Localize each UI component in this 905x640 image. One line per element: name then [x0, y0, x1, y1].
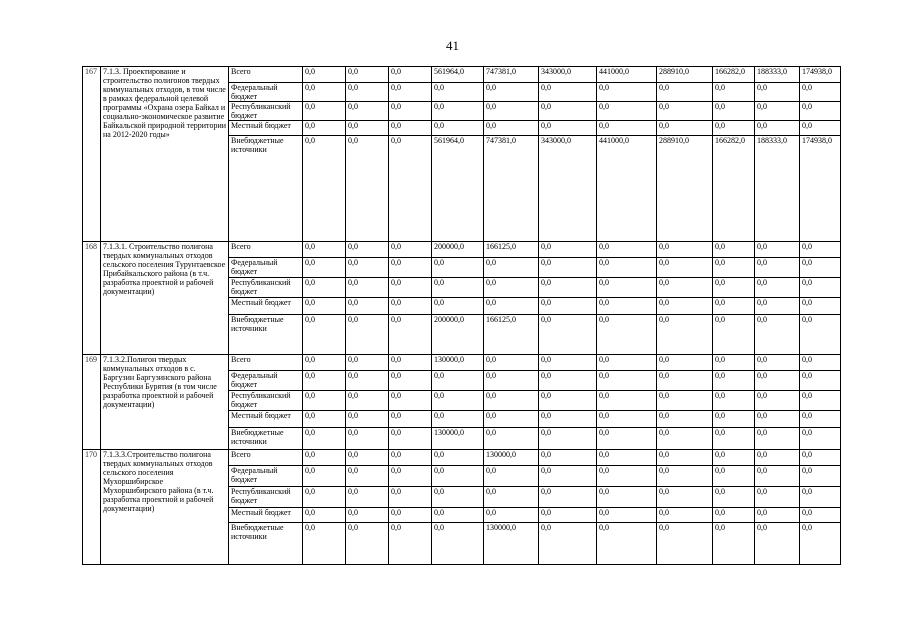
value-cell: 0,0 — [657, 428, 713, 450]
value-cell: 0,0 — [539, 298, 597, 315]
value-cell: 0,0 — [389, 67, 432, 83]
value-cell: 0,0 — [389, 242, 432, 258]
value-cell: 174938,0 — [800, 67, 841, 83]
value-cell: 0,0 — [484, 466, 539, 487]
value-cell: 130000,0 — [432, 355, 484, 371]
value-cell: 0,0 — [303, 102, 346, 121]
value-cell: 0,0 — [597, 298, 657, 315]
funding-source-label: Внебюджетные источники — [229, 523, 303, 565]
value-cell: 0,0 — [597, 83, 657, 102]
value-cell: 0,0 — [303, 508, 346, 523]
value-cell: 0,0 — [303, 428, 346, 450]
value-cell: 0,0 — [432, 258, 484, 278]
value-cell: 0,0 — [432, 391, 484, 411]
value-cell: 166125,0 — [484, 242, 539, 258]
funding-source-label: Местный бюджет — [229, 508, 303, 523]
value-cell: 0,0 — [346, 391, 389, 411]
value-cell: 0,0 — [713, 411, 755, 428]
row-number: 168 — [83, 242, 101, 355]
funding-source-label: Федеральный бюджет — [229, 466, 303, 487]
value-cell: 0,0 — [597, 242, 657, 258]
value-cell: 0,0 — [800, 298, 841, 315]
value-cell: 200000,0 — [432, 315, 484, 355]
value-cell: 188333,0 — [755, 67, 800, 83]
table-row — [83, 450, 841, 466]
value-cell: 0,0 — [389, 371, 432, 391]
value-cell: 0,0 — [597, 428, 657, 450]
value-cell: 0,0 — [484, 371, 539, 391]
funding-source-label: Всего — [229, 242, 303, 258]
value-cell: 0,0 — [539, 355, 597, 371]
value-cell: 0,0 — [432, 508, 484, 523]
value-cell: 0,0 — [800, 523, 841, 565]
value-cell: 0,0 — [800, 508, 841, 523]
value-cell: 0,0 — [657, 523, 713, 565]
value-cell: 0,0 — [657, 83, 713, 102]
value-cell: 747381,0 — [484, 67, 539, 83]
funding-source-label: Республиканский бюджет — [229, 487, 303, 508]
value-cell: 0,0 — [303, 391, 346, 411]
value-cell: 0,0 — [389, 391, 432, 411]
value-cell: 0,0 — [303, 371, 346, 391]
value-cell: 0,0 — [539, 258, 597, 278]
value-cell: 0,0 — [800, 428, 841, 450]
value-cell: 0,0 — [713, 487, 755, 508]
value-cell: 0,0 — [800, 242, 841, 258]
budget-table — [82, 66, 841, 565]
funding-source-label: Внебюджетные источники — [229, 136, 303, 242]
value-cell: 0,0 — [800, 102, 841, 121]
value-cell: 0,0 — [657, 450, 713, 466]
value-cell: 0,0 — [755, 411, 800, 428]
value-cell: 0,0 — [800, 83, 841, 102]
value-cell: 0,0 — [432, 466, 484, 487]
value-cell: 0,0 — [755, 258, 800, 278]
value-cell: 0,0 — [657, 315, 713, 355]
value-cell: 0,0 — [484, 121, 539, 136]
value-cell: 0,0 — [597, 450, 657, 466]
value-cell: 0,0 — [346, 466, 389, 487]
value-cell: 130000,0 — [484, 523, 539, 565]
value-cell: 0,0 — [346, 83, 389, 102]
value-cell: 343000,0 — [539, 67, 597, 83]
value-cell: 0,0 — [755, 298, 800, 315]
value-cell: 0,0 — [755, 523, 800, 565]
value-cell: 0,0 — [657, 371, 713, 391]
measure-name: 7.1.3. Проектирование и строительство полигонов твердых коммунальных отходов, в том числе в рамках федеральной целевой программы «Охрана озера Байкал и социально-экономическое развитие Байкальской природной территории на 2012-2020 годы» — [101, 67, 229, 242]
value-cell: 0,0 — [657, 121, 713, 136]
value-cell: 0,0 — [800, 411, 841, 428]
value-cell: 561964,0 — [432, 136, 484, 242]
value-cell: 0,0 — [755, 428, 800, 450]
funding-source-label: Республиканский бюджет — [229, 278, 303, 298]
value-cell: 0,0 — [597, 315, 657, 355]
value-cell: 0,0 — [713, 371, 755, 391]
table-row — [83, 67, 841, 83]
value-cell: 0,0 — [389, 136, 432, 242]
value-cell: 0,0 — [484, 487, 539, 508]
value-cell: 0,0 — [389, 102, 432, 121]
value-cell: 0,0 — [346, 523, 389, 565]
value-cell: 0,0 — [539, 391, 597, 411]
measure-name: 7.1.3.1. Строительство полигона твердых коммунальных отходов сельского поселения Турунтаевское Прибайкальского района (в т.ч. разработка проектной и рабочей документации) — [101, 242, 229, 355]
value-cell: 130000,0 — [432, 428, 484, 450]
value-cell: 0,0 — [539, 450, 597, 466]
value-cell: 0,0 — [800, 258, 841, 278]
value-cell: 0,0 — [389, 466, 432, 487]
value-cell: 0,0 — [539, 508, 597, 523]
value-cell: 0,0 — [432, 298, 484, 315]
value-cell: 288910,0 — [657, 136, 713, 242]
value-cell: 0,0 — [800, 391, 841, 411]
value-cell: 0,0 — [346, 102, 389, 121]
funding-source-label: Всего — [229, 450, 303, 466]
value-cell: 0,0 — [539, 121, 597, 136]
value-cell: 130000,0 — [484, 450, 539, 466]
value-cell: 0,0 — [657, 487, 713, 508]
value-cell: 0,0 — [389, 83, 432, 102]
value-cell: 0,0 — [597, 411, 657, 428]
funding-source-label: Местный бюджет — [229, 121, 303, 136]
value-cell: 0,0 — [389, 428, 432, 450]
value-cell: 0,0 — [389, 523, 432, 565]
value-cell: 0,0 — [432, 278, 484, 298]
value-cell: 0,0 — [755, 315, 800, 355]
value-cell: 0,0 — [432, 523, 484, 565]
value-cell: 0,0 — [800, 466, 841, 487]
value-cell: 0,0 — [303, 355, 346, 371]
value-cell: 0,0 — [346, 315, 389, 355]
funding-source-label: Республиканский бюджет — [229, 102, 303, 121]
funding-source-label: Федеральный бюджет — [229, 83, 303, 102]
value-cell: 0,0 — [800, 371, 841, 391]
value-cell: 0,0 — [713, 355, 755, 371]
value-cell: 0,0 — [389, 298, 432, 315]
value-cell: 0,0 — [346, 450, 389, 466]
value-cell: 0,0 — [597, 121, 657, 136]
value-cell: 0,0 — [539, 278, 597, 298]
value-cell: 0,0 — [755, 355, 800, 371]
value-cell: 0,0 — [346, 136, 389, 242]
value-cell: 0,0 — [755, 487, 800, 508]
funding-source-label: Внебюджетные источники — [229, 428, 303, 450]
value-cell: 0,0 — [657, 355, 713, 371]
page-number: 41 — [446, 38, 459, 53]
value-cell: 0,0 — [597, 508, 657, 523]
value-cell: 0,0 — [597, 102, 657, 121]
value-cell: 0,0 — [303, 411, 346, 428]
value-cell: 174938,0 — [800, 136, 841, 242]
row-number: 169 — [83, 355, 101, 450]
value-cell: 0,0 — [597, 258, 657, 278]
value-cell: 0,0 — [713, 315, 755, 355]
value-cell: 0,0 — [597, 355, 657, 371]
value-cell: 0,0 — [713, 102, 755, 121]
row-number: 167 — [83, 67, 101, 242]
value-cell: 0,0 — [303, 298, 346, 315]
value-cell: 0,0 — [713, 428, 755, 450]
value-cell: 0,0 — [484, 428, 539, 450]
value-cell: 0,0 — [539, 315, 597, 355]
value-cell: 200000,0 — [432, 242, 484, 258]
funding-source-label: Всего — [229, 67, 303, 83]
value-cell: 0,0 — [713, 121, 755, 136]
value-cell: 0,0 — [800, 315, 841, 355]
row-number: 170 — [83, 450, 101, 565]
value-cell: 0,0 — [346, 121, 389, 136]
value-cell: 166125,0 — [484, 315, 539, 355]
value-cell: 0,0 — [657, 242, 713, 258]
value-cell: 0,0 — [346, 371, 389, 391]
value-cell: 0,0 — [713, 508, 755, 523]
value-cell: 0,0 — [597, 487, 657, 508]
value-cell: 0,0 — [346, 411, 389, 428]
value-cell: 0,0 — [484, 102, 539, 121]
value-cell: 0,0 — [346, 428, 389, 450]
funding-source-label: Республиканский бюджет — [229, 391, 303, 411]
value-cell: 0,0 — [432, 450, 484, 466]
value-cell: 0,0 — [539, 411, 597, 428]
value-cell: 0,0 — [484, 83, 539, 102]
value-cell: 0,0 — [389, 258, 432, 278]
value-cell: 0,0 — [303, 121, 346, 136]
value-cell: 0,0 — [303, 67, 346, 83]
value-cell: 0,0 — [657, 102, 713, 121]
value-cell: 0,0 — [432, 102, 484, 121]
value-cell: 0,0 — [657, 258, 713, 278]
value-cell: 0,0 — [755, 278, 800, 298]
value-cell: 0,0 — [389, 278, 432, 298]
value-cell: 0,0 — [303, 450, 346, 466]
value-cell: 0,0 — [539, 523, 597, 565]
value-cell: 0,0 — [303, 258, 346, 278]
value-cell: 561964,0 — [432, 67, 484, 83]
funding-source-label: Федеральный бюджет — [229, 371, 303, 391]
value-cell: 0,0 — [657, 508, 713, 523]
value-cell: 0,0 — [346, 258, 389, 278]
value-cell: 0,0 — [484, 258, 539, 278]
value-cell: 0,0 — [346, 508, 389, 523]
funding-source-label: Федеральный бюджет — [229, 258, 303, 278]
value-cell: 0,0 — [303, 315, 346, 355]
value-cell: 0,0 — [713, 523, 755, 565]
value-cell: 0,0 — [539, 466, 597, 487]
value-cell: 0,0 — [597, 523, 657, 565]
value-cell: 0,0 — [539, 83, 597, 102]
value-cell: 0,0 — [539, 242, 597, 258]
value-cell: 0,0 — [484, 278, 539, 298]
value-cell: 0,0 — [484, 355, 539, 371]
measure-name: 7.1.3.2.Полигон твердых коммунальных отходов в с. Баргузин Баргузинского района Республики Бурятия (в том числе разработка проектной и рабочей документации) — [101, 355, 229, 450]
value-cell: 0,0 — [800, 487, 841, 508]
value-cell: 0,0 — [303, 523, 346, 565]
value-cell: 0,0 — [755, 466, 800, 487]
value-cell: 0,0 — [800, 278, 841, 298]
value-cell: 0,0 — [713, 242, 755, 258]
value-cell: 441000,0 — [597, 67, 657, 83]
value-cell: 0,0 — [755, 371, 800, 391]
value-cell: 0,0 — [484, 298, 539, 315]
value-cell: 0,0 — [597, 371, 657, 391]
value-cell: 0,0 — [755, 242, 800, 258]
value-cell: 0,0 — [346, 298, 389, 315]
value-cell: 0,0 — [755, 508, 800, 523]
value-cell: 0,0 — [389, 411, 432, 428]
value-cell: 0,0 — [389, 508, 432, 523]
value-cell: 0,0 — [432, 121, 484, 136]
value-cell: 0,0 — [303, 136, 346, 242]
value-cell: 0,0 — [755, 450, 800, 466]
value-cell: 0,0 — [346, 242, 389, 258]
value-cell: 0,0 — [432, 411, 484, 428]
value-cell: 0,0 — [657, 298, 713, 315]
value-cell: 0,0 — [755, 121, 800, 136]
value-cell: 0,0 — [755, 83, 800, 102]
value-cell: 0,0 — [800, 121, 841, 136]
funding-source-label: Местный бюджет — [229, 298, 303, 315]
value-cell: 0,0 — [389, 487, 432, 508]
value-cell: 0,0 — [303, 242, 346, 258]
value-cell: 0,0 — [303, 83, 346, 102]
value-cell: 0,0 — [713, 466, 755, 487]
value-cell: 0,0 — [346, 278, 389, 298]
value-cell: 441000,0 — [597, 136, 657, 242]
value-cell: 0,0 — [389, 355, 432, 371]
value-cell: 288910,0 — [657, 67, 713, 83]
value-cell: 0,0 — [800, 355, 841, 371]
value-cell: 747381,0 — [484, 136, 539, 242]
value-cell: 0,0 — [597, 278, 657, 298]
value-cell: 0,0 — [755, 391, 800, 411]
value-cell: 0,0 — [713, 298, 755, 315]
value-cell: 0,0 — [346, 487, 389, 508]
table-row — [83, 242, 841, 258]
value-cell: 0,0 — [432, 487, 484, 508]
value-cell: 0,0 — [484, 391, 539, 411]
value-cell: 0,0 — [303, 487, 346, 508]
value-cell: 0,0 — [539, 371, 597, 391]
funding-source-label: Внебюджетные источники — [229, 315, 303, 355]
value-cell: 0,0 — [389, 315, 432, 355]
value-cell: 0,0 — [713, 278, 755, 298]
value-cell: 0,0 — [713, 450, 755, 466]
funding-source-label: Всего — [229, 355, 303, 371]
value-cell: 0,0 — [389, 121, 432, 136]
value-cell: 0,0 — [800, 450, 841, 466]
value-cell: 0,0 — [303, 466, 346, 487]
value-cell: 166282,0 — [713, 67, 755, 83]
funding-source-label: Местный бюджет — [229, 411, 303, 428]
value-cell: 0,0 — [346, 67, 389, 83]
value-cell: 0,0 — [657, 278, 713, 298]
value-cell: 0,0 — [432, 371, 484, 391]
value-cell: 0,0 — [713, 258, 755, 278]
value-cell: 0,0 — [346, 355, 389, 371]
value-cell: 0,0 — [484, 508, 539, 523]
value-cell: 0,0 — [755, 102, 800, 121]
value-cell: 0,0 — [303, 278, 346, 298]
value-cell: 188333,0 — [755, 136, 800, 242]
value-cell: 0,0 — [539, 102, 597, 121]
value-cell: 0,0 — [597, 391, 657, 411]
value-cell: 0,0 — [713, 83, 755, 102]
value-cell: 0,0 — [657, 466, 713, 487]
value-cell: 0,0 — [657, 411, 713, 428]
value-cell: 0,0 — [713, 391, 755, 411]
measure-name: 7.1.3.3.Строительство полигона твердых коммунальных отходов сельского поселения Мухоршибирское Мухоршибирского района (в т.ч. разработка проектной и рабочей документации) — [101, 450, 229, 565]
value-cell: 0,0 — [539, 487, 597, 508]
value-cell: 166282,0 — [713, 136, 755, 242]
value-cell: 343000,0 — [539, 136, 597, 242]
table-row — [83, 355, 841, 371]
value-cell: 0,0 — [389, 450, 432, 466]
value-cell: 0,0 — [539, 428, 597, 450]
value-cell: 0,0 — [657, 391, 713, 411]
value-cell: 0,0 — [432, 83, 484, 102]
value-cell: 0,0 — [484, 411, 539, 428]
value-cell: 0,0 — [597, 466, 657, 487]
